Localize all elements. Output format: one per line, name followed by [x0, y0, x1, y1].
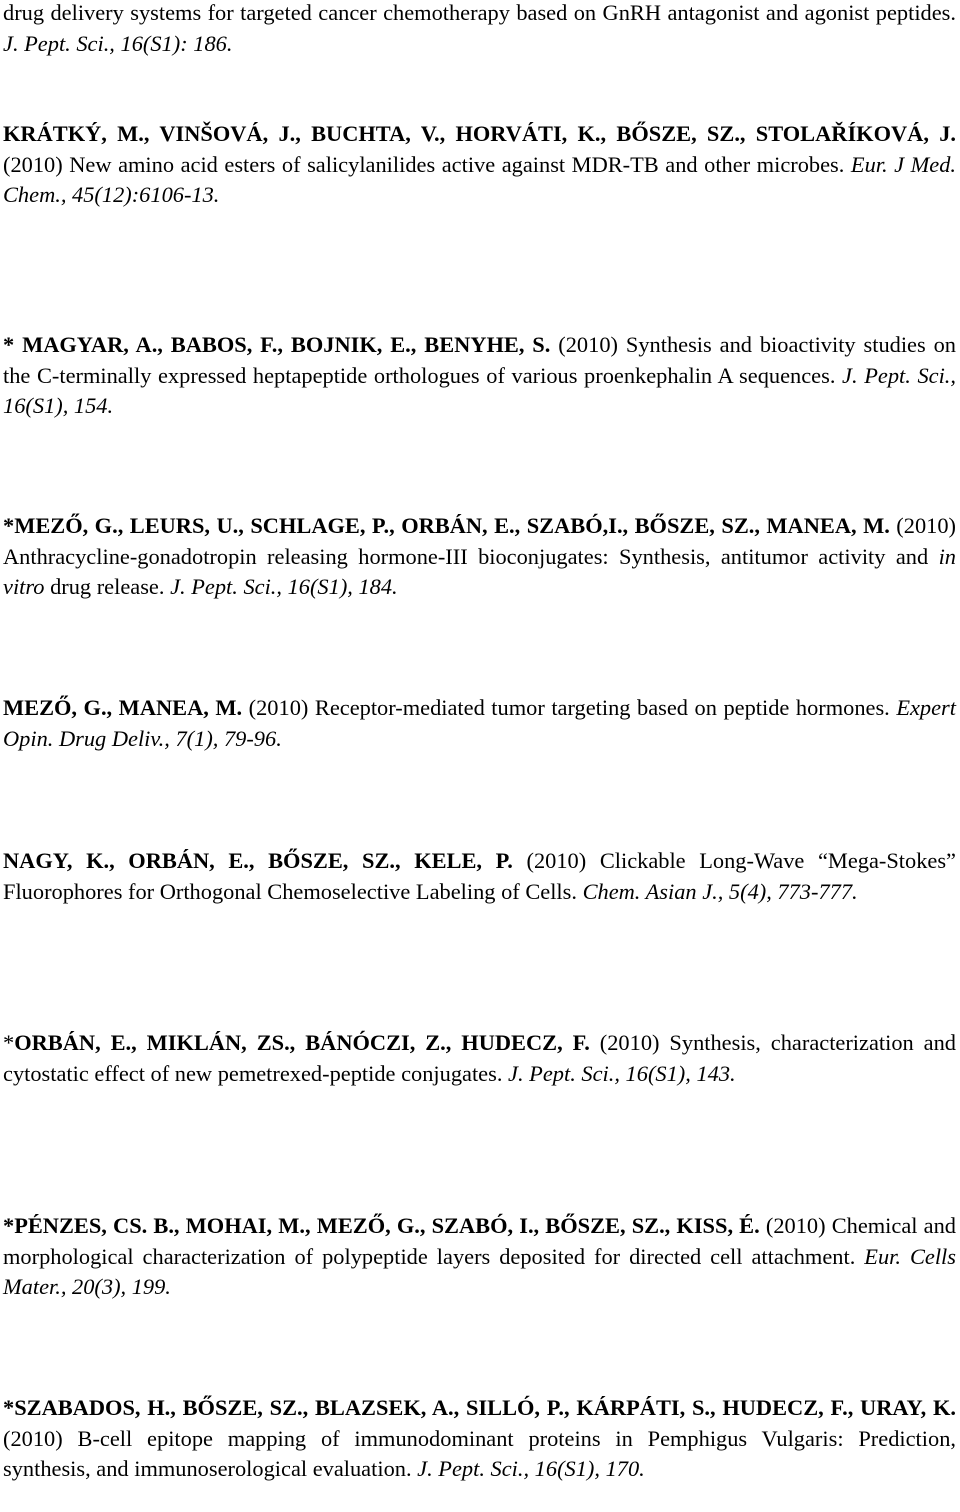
reference-title: Clickable Long-Wave “Mega-Stokes” Fluorophores for Orthogonal Chemoselective Labeling of Cells. — [3, 848, 956, 904]
reference-title: Chemical and morphological characterization of polypeptide layers deposited for directed cell attachment. — [3, 1213, 956, 1269]
reference-journal: J. Pept. Sci., 16(S1), 154. — [3, 362, 956, 418]
reference-entry-3 — [3, 330, 956, 422]
reference-entry-6 — [3, 846, 956, 907]
reference-entry-1 — [3, 0, 956, 59]
reference-journal: Expert Opin. Drug Deliv., 7(1), 79-96. — [3, 695, 956, 751]
reference-title: Receptor-mediated tumor targeting based on peptide hormones. — [314, 695, 890, 720]
reference-journal: Chem. Asian J., 5(4), 773-777. — [582, 878, 858, 904]
reference-journal: J. Pept. Sci., 16(S1), 170. — [417, 1456, 645, 1481]
reference-year: (2010) — [248, 695, 309, 720]
reference-year: (2010) — [3, 1425, 63, 1451]
reference-journal: Eur. J Med. Chem., 45(12):6106-13. — [3, 151, 956, 207]
reference-title: Synthesis, characterization and cytostatic effect of new pemetrexed-peptide conjugates. — [3, 1030, 956, 1086]
reference-year: (2010) — [526, 848, 587, 873]
reference-title: Synthesis and bioactivity studies on the C-terminally expressed heptapeptide orthologues of various proenkephalin A sequences. — [3, 332, 956, 388]
reference-authors: NAGY, K., ORBÁN, E., BŐSZE, SZ., KELE, P. — [3, 848, 513, 873]
reference-authors: *PÉNZES, CS. B., MOHAI, M., MEZŐ, G., SZABÓ, I., BŐSZE, SZ., KISS, É. — [3, 1213, 760, 1238]
reference-year: (2010) — [558, 332, 618, 357]
reference-authors: * MAGYAR, A., BABOS, F., BOJNIK, E., BENYHE, S. — [3, 332, 551, 357]
reference-entry-4 — [3, 511, 956, 603]
reference-title: B-cell epitope mapping of immunodominant proteins in Pemphigus Vulgaris: Prediction, synthesis, and immunoserological evaluation. — [3, 1425, 956, 1481]
reference-title: drug release. — [50, 574, 165, 599]
reference-entry-7 — [3, 1028, 956, 1089]
reference-authors: *SZABADOS, H., BŐSZE, SZ., BLAZSEK, A., SILLÓ, P., KÁRPÁTI, S., HUDECZ, F., URAY, K. — [3, 1395, 956, 1420]
reference-entry-5 — [3, 693, 956, 754]
reference-title: drug delivery systems for targeted cancer chemotherapy based on GnRH antagonist and agonist peptides. — [3, 0, 956, 25]
reference-journal: J. Pept. Sci., 16(S1), 143. — [508, 1060, 736, 1086]
reference-year: (2010) — [3, 151, 63, 177]
reference-title: Anthracycline-gonadotropin releasing hormone-III bioconjugates: Synthesis, antitumor activity and — [3, 543, 929, 569]
reference-authors: KRÁTKÝ, M., VINŠOVÁ, J., BUCHTA, V., HORVÁTI, K., BŐSZE, SZ., STOLAŘÍKOVÁ, J. — [3, 121, 956, 146]
reference-journal: Eur. Cells Mater., 20(3), 199. — [3, 1243, 956, 1299]
reference-authors: MEZŐ, G., MANEA, M. — [3, 695, 243, 720]
reference-year: (2010) — [599, 1030, 660, 1055]
reference-entry-8 — [3, 1211, 956, 1303]
reference-year: (2010) — [896, 513, 956, 538]
reference-entry-2 — [3, 119, 956, 211]
reference-title: New amino acid esters of salicylanilides active against MDR-TB and other microbes. — [69, 151, 845, 177]
reference-authors-prefix: * — [3, 1030, 15, 1055]
reference-entry-9 — [3, 1393, 956, 1485]
reference-authors: ORBÁN, E., MIKLÁN, ZS., BÁNÓCZI, Z., HUDECZ, F. — [14, 1030, 590, 1055]
reference-authors: *MEZŐ, G., LEURS, U., SCHLAGE, P., ORBÁN, E., SZABÓ,I., BŐSZE, SZ., MANEA, M. — [3, 513, 890, 538]
reference-year: (2010) — [765, 1213, 826, 1238]
reference-title-italic: in vitro — [3, 543, 956, 599]
reference-journal: J. Pept. Sci., 16(S1), 184. — [170, 574, 398, 599]
reference-journal: J. Pept. Sci., 16(S1): 186. — [3, 30, 233, 56]
